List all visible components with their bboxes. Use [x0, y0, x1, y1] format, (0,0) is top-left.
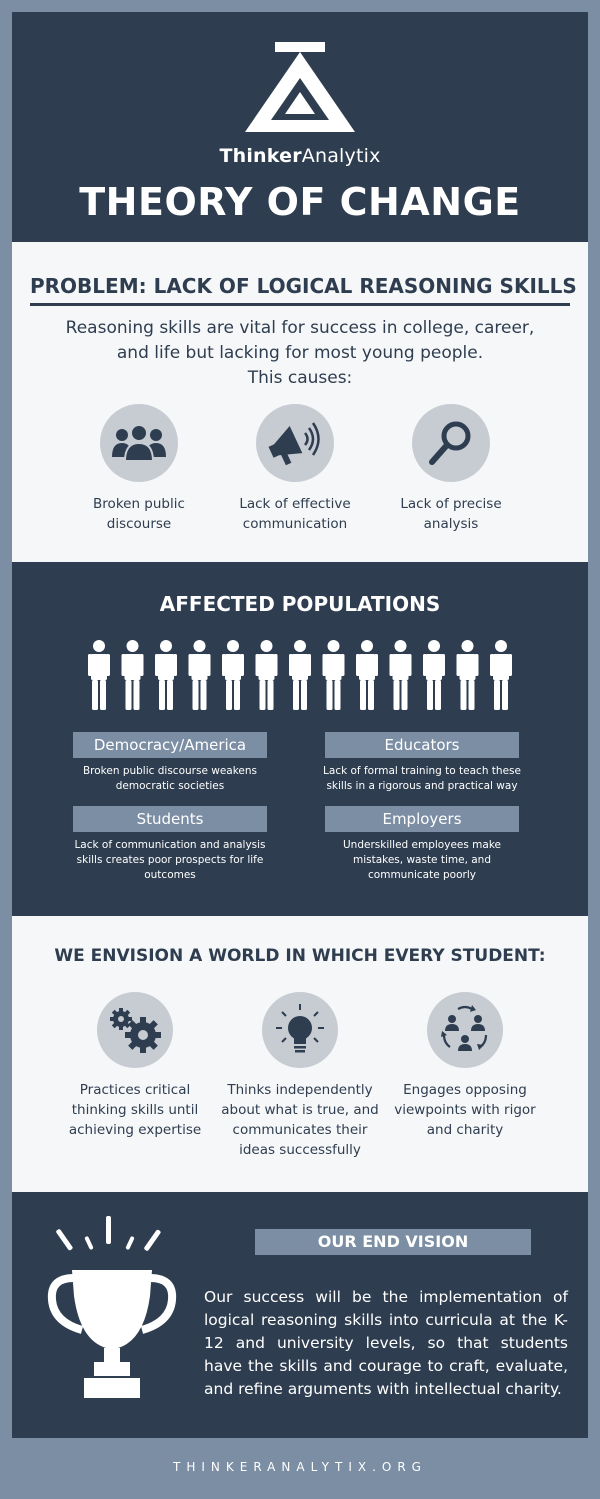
problem-description: Reasoning skills are vital for success in college, career, and life but lacking for most young people. This causes: [65, 318, 535, 388]
footer-url: THINKERANALYTIX.ORG [173, 1460, 427, 1474]
person-icon [88, 640, 110, 710]
cause-item: Lack of effective communication [220, 404, 370, 534]
header-section [12, 12, 588, 242]
people-row-icon [88, 640, 512, 712]
envision-section [12, 916, 588, 1192]
lightbulb-icon [262, 992, 338, 1068]
end-vision-section [12, 1192, 588, 1438]
person-icon [189, 640, 211, 710]
person-icon [490, 640, 512, 710]
problem-section [12, 242, 588, 562]
end-vision-text: Our success will be the implementation of logical reasoning skills into curricula at the K-12 and university levels, so that students have the skills and courage to craft, evaluate, and refine arguments with intellectual charity. [204, 1288, 568, 1398]
population-students: Students Lack of communication and analysis skills creates poor prospects for life outcomes [70, 806, 270, 883]
people-cycle-icon [427, 992, 503, 1068]
person-icon [423, 640, 445, 710]
population-employers: Employers Underskilled employees make mistakes, waste time, and communicate poorly [322, 806, 522, 883]
person-icon [390, 640, 412, 710]
problem-title: PROBLEM: LACK OF LOGICAL REASONING SKILLS [30, 274, 577, 298]
goal-item: Practices critical thinking skills until achieving expertise [54, 992, 216, 1140]
end-vision-title: OUR END VISION [255, 1229, 531, 1255]
person-icon [356, 640, 378, 710]
logo-wordmark: ThinkerAnalytix [219, 145, 381, 167]
gears-icon [97, 992, 173, 1068]
population-democracy: Democracy/America Broken public discourse weakens democratic societies [70, 732, 270, 794]
person-icon [289, 640, 311, 710]
affected-populations-section [12, 562, 588, 916]
magnifier-icon [412, 404, 490, 482]
cause-item: Lack of precise analysis [376, 404, 526, 534]
affected-title: AFFECTED POPULATIONS [159, 592, 441, 616]
person-icon [323, 640, 345, 710]
trophy-icon [42, 1212, 182, 1412]
person-icon [256, 640, 278, 710]
megaphone-icon [256, 404, 334, 482]
envision-title: WE ENVISION A WORLD IN WHICH EVERY STUDENT: [54, 946, 546, 966]
goal-item: Thinks independently about what is true, and communicates their ideas successfully [219, 992, 381, 1160]
person-icon [222, 640, 244, 710]
population-educators: Educators Lack of formal training to teach these skills in a rigorous and practical way [322, 732, 522, 794]
title-underline [30, 303, 570, 306]
person-icon [122, 640, 144, 710]
thinkeranalytix-logo-icon [225, 40, 375, 140]
person-icon [155, 640, 177, 710]
person-icon [457, 640, 479, 710]
page-title: THEORY OF CHANGE [79, 180, 521, 224]
group-icon [100, 404, 178, 482]
cause-item: Broken public discourse [64, 404, 214, 534]
goal-item: Engages opposing viewpoints with rigor and charity [384, 992, 546, 1140]
